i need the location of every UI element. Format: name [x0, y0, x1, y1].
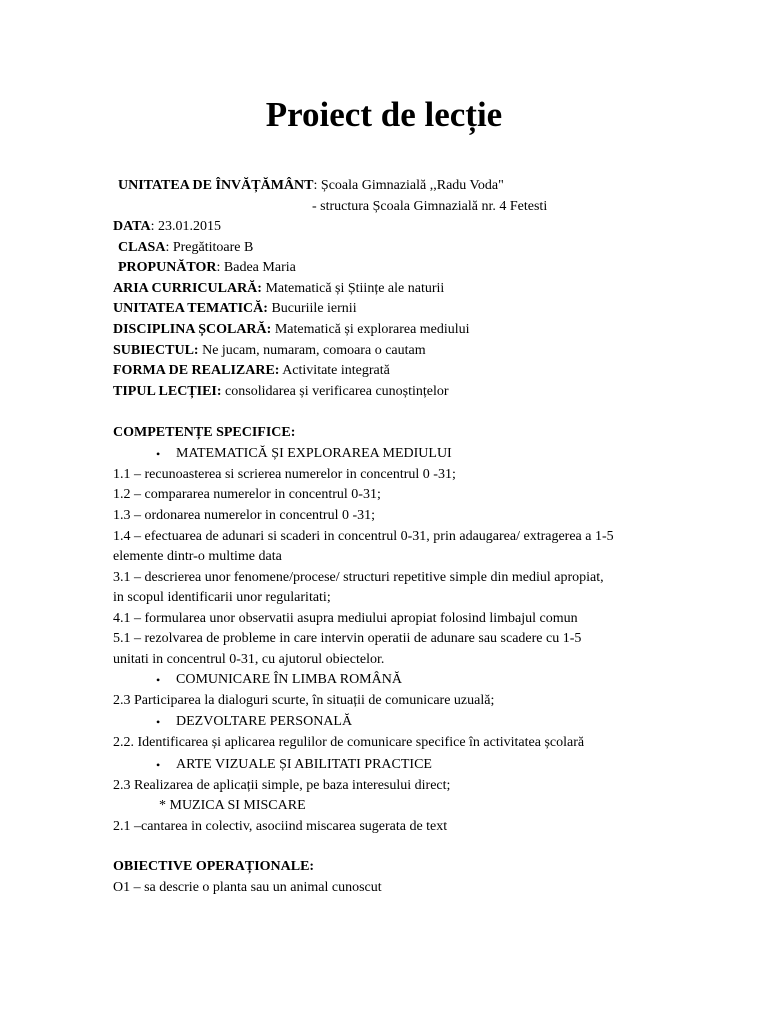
- section-matematica: MATEMATICĂ ȘI EXPLORAREA MEDIULUI: [176, 446, 452, 461]
- forma-label: FORMA DE REALIZARE:: [113, 363, 280, 378]
- clasa-label: CLASA: [118, 240, 166, 255]
- propunator-label: PROPUNĂTOR: [118, 260, 217, 275]
- clasa-line: [118, 238, 678, 258]
- clasa-value: : Pregătitoare B: [165, 240, 254, 255]
- disciplina-label: DISCIPLINA ȘCOLARĂ:: [113, 322, 272, 337]
- disciplina-line: [113, 320, 673, 340]
- competenta-1-4-cont: elemente dintr-o multime data: [113, 549, 282, 564]
- bullet-icon: •: [156, 715, 161, 729]
- competenta-2-3: 2.3 Participarea la dialoguri scurte, în situații de comunicare uzuală;: [113, 693, 495, 708]
- competenta-3-1-cont: in scopul identificarii unor regularitati;: [113, 590, 331, 605]
- competenta-5-1: 5.1 – rezolvarea de probleme in care intervin operatii de adunare sau scadere cu 1-5: [113, 631, 582, 646]
- subiectul-label: SUBIECTUL:: [113, 343, 199, 358]
- unitatea-tematica-label: UNITATEA TEMATICĂ:: [113, 301, 268, 316]
- obiectiv-o1: O1 – sa descrie o planta sau un animal cunoscut: [113, 880, 382, 895]
- competenta-2-3-arte: 2.3 Realizarea de aplicații simple, pe baza interesului direct;: [113, 778, 451, 793]
- document-title: Proiect de lecție: [265, 95, 503, 134]
- tipul-label: TIPUL LECȚIEI:: [113, 384, 222, 399]
- competenta-2-1: 2.1 –cantarea in colectiv, asociind miscarea sugerata de text: [113, 819, 448, 834]
- unitatea-value: : Școala Gimnazială ,,Radu Voda": [313, 178, 504, 193]
- forma-value: Activitate integrată: [279, 363, 390, 378]
- bullet-icon: •: [156, 673, 161, 687]
- competente-heading: COMPETENȚE SPECIFICE:: [113, 425, 296, 440]
- data-value: : 23.01.2015: [150, 219, 221, 234]
- bullet-icon: •: [156, 447, 161, 461]
- forma-line: [113, 361, 673, 381]
- disciplina-value: Matematică și explorarea mediului: [271, 322, 470, 337]
- unitatea-tematica-value: Bucuriile iernii: [267, 301, 357, 316]
- data-line: [113, 217, 673, 237]
- structura-line: - structura Școala Gimnazială nr. 4 Fetesti: [312, 199, 548, 214]
- tipul-value: consolidarea și verificarea cunoștințelor: [221, 384, 449, 399]
- unitatea-line: [118, 176, 678, 196]
- competenta-5-1-cont: unitati in concentrul 0-31, cu ajutorul obiectelor.: [113, 652, 385, 667]
- competenta-1-2: 1.2 – compararea numerelor in concentrul 0-31;: [113, 487, 381, 502]
- competenta-1-4: 1.4 – efectuarea de adunari si scaderi in concentrul 0-31, prin adaugarea/ extragerea a 1-5: [113, 529, 614, 544]
- subiectul-value: Ne jucam, numaram, comoara o cautam: [198, 343, 426, 358]
- section-arte: ARTE VIZUALE ȘI ABILITATI PRACTICE: [176, 757, 432, 772]
- competenta-1-1: 1.1 – recunoasterea si scrierea numerelor in concentrul 0 -31;: [113, 467, 456, 482]
- propunator-line: [118, 258, 678, 278]
- competenta-3-1: 3.1 – descrierea unor fenomene/procese/ structuri repetitive simple din mediul apropiat,: [113, 570, 604, 585]
- aria-line: [113, 279, 673, 299]
- section-muzica: * MUZICA SI MISCARE: [159, 798, 306, 813]
- propunator-value: : Badea Maria: [216, 260, 296, 275]
- data-label: DATA: [113, 219, 151, 234]
- aria-label: ARIA CURRICULARĂ:: [113, 281, 262, 296]
- unitatea-label: UNITATEA DE ÎNVĂȚĂMÂNT: [118, 178, 314, 193]
- tipul-line: [113, 382, 673, 402]
- aria-value: Matematică și Științe ale naturii: [261, 281, 445, 296]
- bullet-icon: •: [156, 758, 161, 772]
- unitatea-tematica-line: [113, 299, 673, 319]
- section-dezvoltare: DEZVOLTARE PERSONALĂ: [176, 714, 353, 729]
- obiective-heading: OBIECTIVE OPERAȚIONALE:: [113, 859, 315, 874]
- competenta-1-3: 1.3 – ordonarea numerelor in concentrul 0 -31;: [113, 508, 376, 523]
- section-comunicare: COMUNICARE ÎN LIMBA ROMÂNĂ: [176, 672, 402, 687]
- subiectul-line: [113, 341, 673, 361]
- competenta-4-1: 4.1 – formularea unor observatii asupra mediului apropiat folosind limbajul comun: [113, 611, 578, 626]
- competenta-2-2: 2.2. Identificarea și aplicarea regulilor de comunicare specifice în activitatea școlară: [113, 735, 585, 750]
